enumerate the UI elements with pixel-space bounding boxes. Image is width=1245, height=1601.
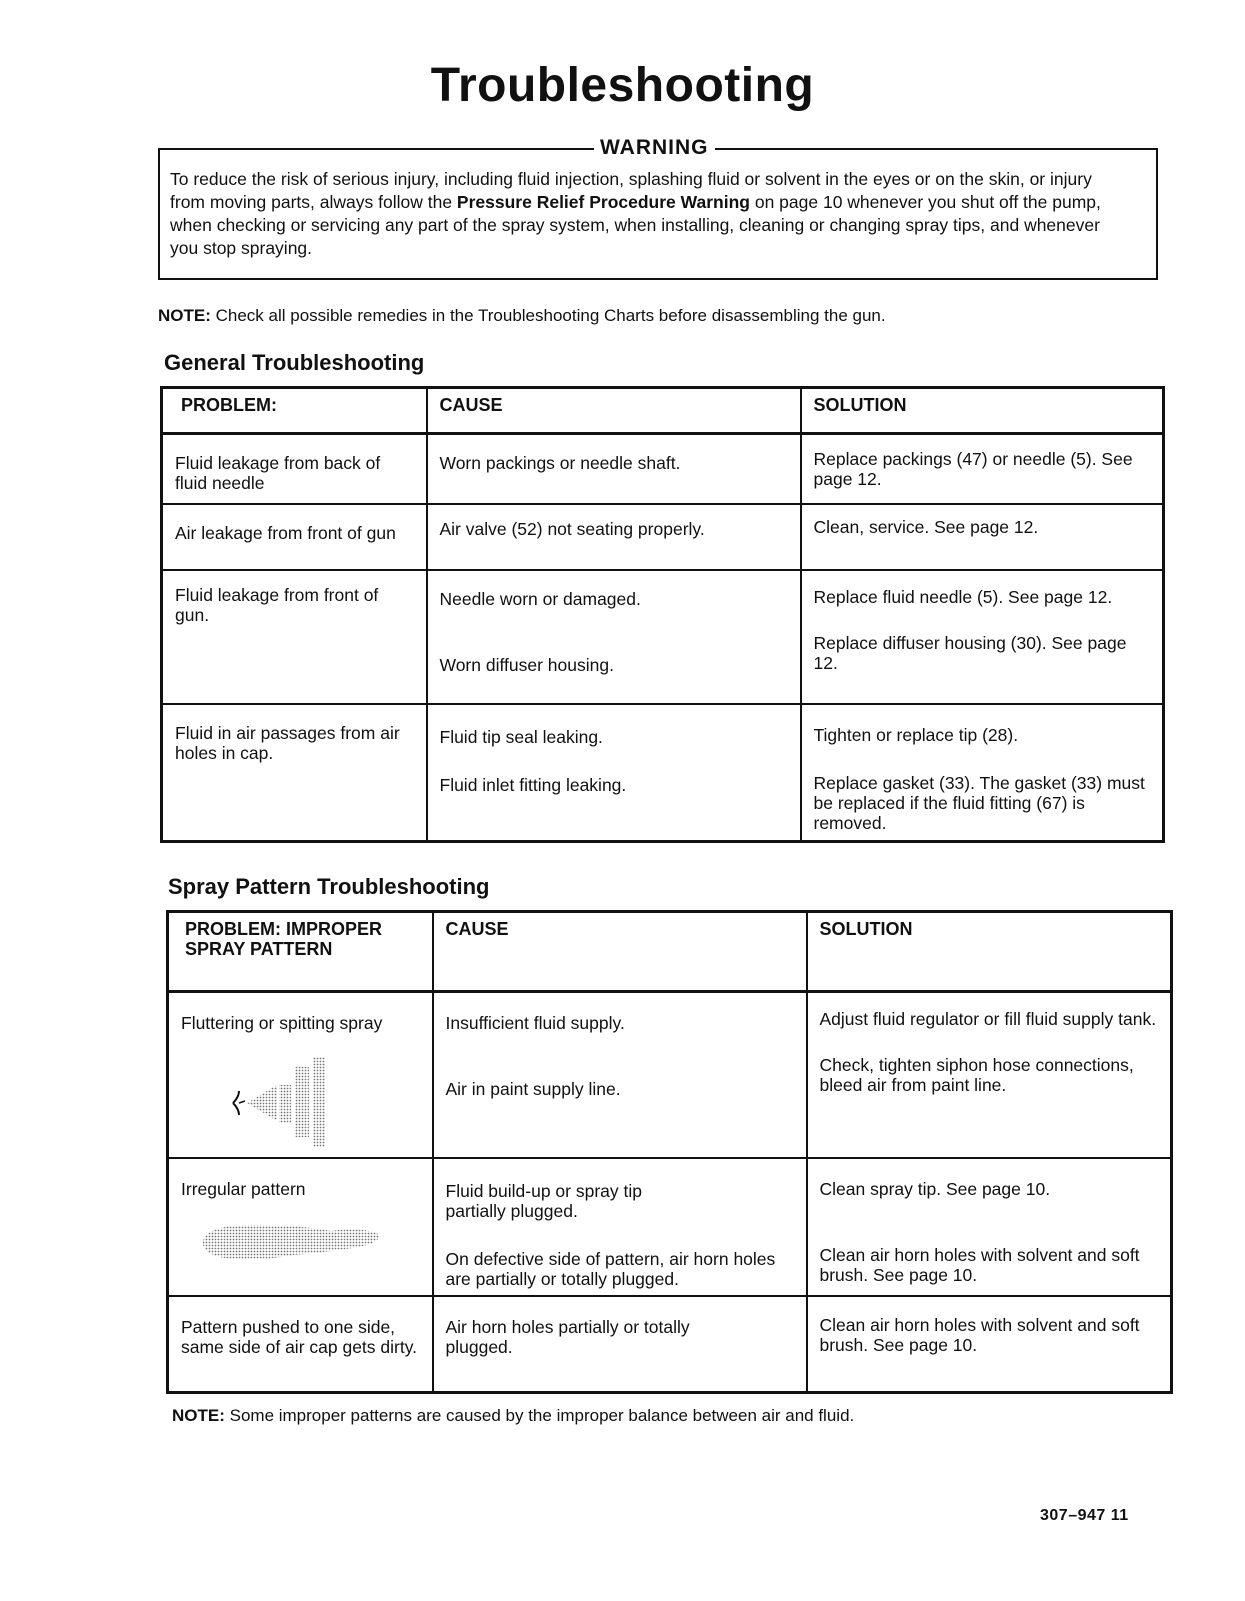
table-row: [162, 570, 1164, 704]
cause-cell: Insufficient fluid supply. Air in paint supply line.: [433, 992, 807, 1159]
note-balance: NOTE: Some improper patterns are caused by the improper balance between air and fluid.: [172, 1406, 855, 1425]
problem-cell: Irregular pattern: [168, 1158, 433, 1296]
solution-cell: Replace packings (47) or needle (5). See page 12.: [801, 434, 1164, 504]
cause-cell: Fluid build-up or spray tip partially plugged. On defective side of pattern, air horn holes are partially or totally plugged.: [433, 1158, 807, 1296]
table-row: [162, 504, 1164, 570]
header-problem: PROBLEM:: [162, 388, 427, 434]
general-troubleshooting-heading: General Troubleshooting: [164, 350, 425, 375]
solution-cell: Clean spray tip. See page 10. Clean air horn holes with solvent and soft brush. See page 10.: [807, 1158, 1172, 1296]
header-solution: SOLUTION: [807, 912, 1172, 992]
problem-cell: Fluid in air passages from air holes in cap.: [162, 704, 427, 842]
note-disassembly: NOTE: Check all possible remedies in the Troubleshooting Charts before disassembling the gun.: [158, 306, 886, 325]
cause-cell: Needle worn or damaged. Worn diffuser housing.: [427, 570, 801, 704]
fluttering-spray-pattern-icon: [181, 1051, 341, 1151]
cause-cell: Worn packings or needle shaft.: [427, 434, 801, 504]
spray-pattern-troubleshooting-heading: Spray Pattern Troubleshooting: [168, 874, 490, 899]
problem-cell: Pattern pushed to one side, same side of air cap gets dirty.: [168, 1296, 433, 1392]
problem-cell: Fluid leakage from back of fluid needle: [162, 434, 427, 504]
warning-title: WARNING: [594, 136, 715, 160]
problem-cell: Fluttering or spitting spray: [168, 992, 433, 1159]
general-troubleshooting-table: [160, 386, 1165, 843]
table-row: [162, 704, 1164, 842]
spray-pattern-troubleshooting-table: [166, 910, 1173, 1394]
cause-cell: Fluid tip seal leaking. Fluid inlet fitting leaking.: [427, 704, 801, 842]
solution-cell: Clean, service. See page 12.: [801, 504, 1164, 570]
solution-cell: Tighten or replace tip (28). Replace gasket (33). The gasket (33) must be replaced if the fluid fitting (67) is removed.: [801, 704, 1164, 842]
cause-cell: Air valve (52) not seating properly.: [427, 504, 801, 570]
header-cause: CAUSE: [427, 388, 801, 434]
page-number: 307–947 11: [1040, 1507, 1129, 1524]
problem-cell: Fluid leakage from front of gun.: [162, 570, 427, 704]
table-row: [168, 1296, 1172, 1392]
cause-cell: Air horn holes partially or totally plugged.: [433, 1296, 807, 1392]
warning-box: [158, 136, 1158, 280]
problem-cell: Air leakage from front of gun: [162, 504, 427, 570]
solution-cell: Replace fluid needle (5). See page 12. Replace diffuser housing (30). See page 12.: [801, 570, 1164, 704]
solution-cell: Clean air horn holes with solvent and soft brush. See page 10.: [807, 1296, 1172, 1392]
solution-cell: Adjust fluid regulator or fill fluid supply tank. Check, tighten siphon hose connections, bleed air from paint line.: [807, 992, 1172, 1159]
table-row: [168, 1158, 1172, 1296]
header-problem: PROBLEM: IMPROPER SPRAY PATTERN: [168, 912, 433, 992]
page-title: Troubleshooting: [430, 59, 815, 112]
table-row: [162, 434, 1164, 504]
warning-text: To reduce the risk of serious injury, including fluid injection, splashing fluid or solvent in the eyes or on the skin, or injury from moving parts, always follow the Pressure Relief Procedure Warning on page 10 whenever you shut off the pump, when checking or servicing any part of the spray system, when installing, cleaning or changing spray tips, and whenever you stop spraying.: [170, 169, 1101, 258]
header-solution: SOLUTION: [801, 388, 1164, 434]
header-cause: CAUSE: [433, 912, 807, 992]
table-row: [168, 992, 1172, 1159]
irregular-spray-pattern-icon: [181, 1217, 381, 1267]
